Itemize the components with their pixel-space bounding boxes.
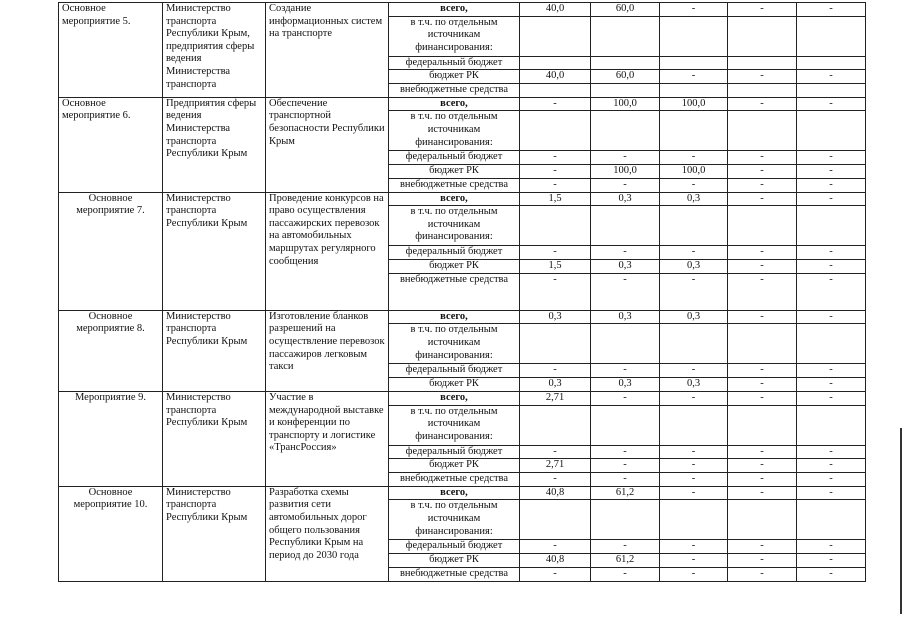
amount-cell: - <box>797 97 866 111</box>
amount-cell: - <box>797 459 866 473</box>
amount-cell: - <box>591 178 660 192</box>
funding-source-cell: федеральный бюджет <box>389 540 520 554</box>
amount-cell: - <box>728 3 797 17</box>
table-row <box>59 192 866 206</box>
amount-cell: - <box>520 364 591 378</box>
amount-cell: 40,0 <box>520 3 591 17</box>
amount-cell: - <box>660 445 728 459</box>
amount-cell: - <box>797 310 866 324</box>
funding-source-cell: в т.ч. по отдельным источникам финансирования: <box>389 206 520 246</box>
amount-cell: - <box>660 391 728 405</box>
description-cell: Участие в международной выставке и конференции по транспорту и логистике «ТрансРоссия» <box>266 391 389 486</box>
amount-cell <box>660 56 728 70</box>
amount-cell: 100,0 <box>660 164 728 178</box>
amount-cell <box>520 405 591 445</box>
amount-cell: - <box>728 273 797 310</box>
amount-cell: - <box>520 151 591 165</box>
amount-cell: 0,3 <box>591 192 660 206</box>
amount-cell: - <box>728 310 797 324</box>
amount-cell: - <box>797 273 866 310</box>
amount-cell <box>797 405 866 445</box>
amount-cell <box>797 206 866 246</box>
amount-cell <box>520 206 591 246</box>
funding-source-cell: бюджет РК <box>389 553 520 567</box>
amount-cell: - <box>520 246 591 260</box>
description-cell: Создание информационных систем на транспорте <box>266 3 389 98</box>
amount-cell <box>591 111 660 151</box>
amount-cell <box>591 324 660 364</box>
amount-cell <box>520 84 591 98</box>
amount-cell: - <box>728 259 797 273</box>
funding-source-cell: бюджет РК <box>389 459 520 473</box>
amount-cell: - <box>591 540 660 554</box>
amount-cell: - <box>728 364 797 378</box>
amount-cell: - <box>728 567 797 581</box>
amount-cell: - <box>591 273 660 310</box>
measure-name-cell: Основное мероприятие 10. <box>59 486 163 581</box>
amount-cell <box>660 16 728 56</box>
amount-cell <box>728 84 797 98</box>
amount-cell: - <box>660 486 728 500</box>
amount-cell <box>728 16 797 56</box>
amount-cell: - <box>591 445 660 459</box>
amount-cell: - <box>660 567 728 581</box>
amount-cell: - <box>520 567 591 581</box>
amount-cell: 0,3 <box>591 259 660 273</box>
amount-cell <box>728 324 797 364</box>
amount-cell: - <box>660 151 728 165</box>
amount-cell: - <box>797 178 866 192</box>
amount-cell <box>728 206 797 246</box>
margin-line <box>900 428 902 614</box>
amount-cell: 2,71 <box>520 459 591 473</box>
amount-cell <box>660 84 728 98</box>
measure-name-cell: Основное мероприятие 6. <box>59 97 163 192</box>
amount-cell: 0,3 <box>591 310 660 324</box>
amount-cell: - <box>797 391 866 405</box>
funding-source-cell: внебюджетные средства <box>389 567 520 581</box>
executor-cell: Министерство транспорта Республики Крым <box>163 192 266 310</box>
amount-cell: 0,3 <box>660 377 728 391</box>
amount-cell: 0,3 <box>591 377 660 391</box>
amount-cell: - <box>728 151 797 165</box>
funding-source-cell: в т.ч. по отдельным источникам финансирования: <box>389 405 520 445</box>
amount-cell: - <box>520 473 591 487</box>
amount-cell: - <box>728 178 797 192</box>
funding-source-cell: всего, <box>389 310 520 324</box>
amount-cell <box>591 405 660 445</box>
amount-cell <box>797 56 866 70</box>
funding-source-cell: внебюджетные средства <box>389 178 520 192</box>
amount-cell <box>520 111 591 151</box>
funding-source-cell: внебюджетные средства <box>389 84 520 98</box>
amount-cell: - <box>797 486 866 500</box>
amount-cell: - <box>728 473 797 487</box>
amount-cell: - <box>797 151 866 165</box>
amount-cell: - <box>591 151 660 165</box>
measure-name-cell: Мероприятие 9. <box>59 391 163 486</box>
amount-cell <box>797 16 866 56</box>
amount-cell: - <box>797 473 866 487</box>
funding-source-cell: в т.ч. по отдельным источникам финансирования: <box>389 111 520 151</box>
amount-cell: - <box>797 192 866 206</box>
amount-cell <box>728 56 797 70</box>
description-cell: Обеспечение транспортной безопасности Республики Крым <box>266 97 389 192</box>
funding-source-cell: всего, <box>389 3 520 17</box>
amount-cell <box>660 111 728 151</box>
funding-source-cell: внебюджетные средства <box>389 473 520 487</box>
amount-cell: - <box>520 178 591 192</box>
amount-cell: 40,8 <box>520 486 591 500</box>
description-cell: Изготовление бланков разрешений на осуществление перевозок пассажиров легковым такси <box>266 310 389 391</box>
amount-cell: - <box>660 540 728 554</box>
amount-cell: - <box>660 70 728 84</box>
table-row <box>59 3 866 17</box>
amount-cell: - <box>591 459 660 473</box>
amount-cell: - <box>591 246 660 260</box>
amount-cell: - <box>797 246 866 260</box>
amount-cell: 0,3 <box>660 310 728 324</box>
amount-cell: - <box>728 97 797 111</box>
amount-cell: - <box>797 445 866 459</box>
table-row <box>59 391 866 405</box>
amount-cell: 61,2 <box>591 553 660 567</box>
table-row <box>59 486 866 500</box>
amount-cell: - <box>520 445 591 459</box>
amount-cell: 100,0 <box>591 164 660 178</box>
budget-table <box>58 2 866 582</box>
amount-cell <box>591 206 660 246</box>
funding-source-cell: всего, <box>389 391 520 405</box>
amount-cell <box>591 84 660 98</box>
amount-cell: - <box>660 364 728 378</box>
amount-cell: 100,0 <box>591 97 660 111</box>
amount-cell: - <box>728 445 797 459</box>
amount-cell <box>728 111 797 151</box>
amount-cell <box>591 56 660 70</box>
amount-cell <box>520 500 591 540</box>
amount-cell: 40,8 <box>520 553 591 567</box>
amount-cell <box>728 405 797 445</box>
funding-source-cell: всего, <box>389 192 520 206</box>
amount-cell: - <box>660 553 728 567</box>
table-row <box>59 310 866 324</box>
amount-cell <box>797 84 866 98</box>
amount-cell: - <box>797 70 866 84</box>
amount-cell <box>660 500 728 540</box>
amount-cell <box>591 16 660 56</box>
amount-cell: - <box>660 459 728 473</box>
amount-cell: - <box>728 377 797 391</box>
funding-source-cell: бюджет РК <box>389 70 520 84</box>
funding-source-cell: всего, <box>389 97 520 111</box>
funding-source-cell: внебюджетные средства <box>389 273 520 310</box>
amount-cell: - <box>591 473 660 487</box>
executor-cell: Предприятия сферы ведения Министерства транспорта Республики Крым <box>163 97 266 192</box>
amount-cell: - <box>591 567 660 581</box>
amount-cell: - <box>591 364 660 378</box>
amount-cell: - <box>660 178 728 192</box>
amount-cell: - <box>728 70 797 84</box>
amount-cell: - <box>728 391 797 405</box>
amount-cell: - <box>660 3 728 17</box>
funding-source-cell: в т.ч. по отдельным источникам финансирования: <box>389 500 520 540</box>
amount-cell: - <box>660 473 728 487</box>
amount-cell: 61,2 <box>591 486 660 500</box>
amount-cell <box>520 16 591 56</box>
funding-source-cell: федеральный бюджет <box>389 56 520 70</box>
amount-cell: 1,5 <box>520 192 591 206</box>
executor-cell: Министерство транспорта Республики Крым <box>163 310 266 391</box>
amount-cell: - <box>660 246 728 260</box>
amount-cell: - <box>520 540 591 554</box>
amount-cell: 100,0 <box>660 97 728 111</box>
amount-cell: - <box>728 246 797 260</box>
measure-name-cell: Основное мероприятие 8. <box>59 310 163 391</box>
amount-cell: 0,3 <box>660 259 728 273</box>
amount-cell: 60,0 <box>591 70 660 84</box>
funding-source-cell: бюджет РК <box>389 259 520 273</box>
measure-name-cell: Основное мероприятие 7. <box>59 192 163 310</box>
amount-cell: 1,5 <box>520 259 591 273</box>
amount-cell: 2,71 <box>520 391 591 405</box>
executor-cell: Министерство транспорта Республики Крым <box>163 391 266 486</box>
amount-cell: - <box>728 486 797 500</box>
funding-source-cell: федеральный бюджет <box>389 445 520 459</box>
amount-cell: - <box>728 553 797 567</box>
amount-cell: - <box>797 567 866 581</box>
amount-cell: - <box>520 97 591 111</box>
amount-cell <box>591 500 660 540</box>
amount-cell <box>520 324 591 364</box>
amount-cell: - <box>728 164 797 178</box>
amount-cell: - <box>797 377 866 391</box>
amount-cell <box>520 56 591 70</box>
amount-cell <box>660 405 728 445</box>
executor-cell: Министерство транспорта Республики Крым, предприятия сферы ведения Министерства транспорта <box>163 3 266 98</box>
amount-cell: - <box>797 259 866 273</box>
funding-source-cell: федеральный бюджет <box>389 151 520 165</box>
executor-cell: Министерство транспорта Республики Крым <box>163 486 266 581</box>
amount-cell <box>797 500 866 540</box>
amount-cell <box>660 324 728 364</box>
funding-source-cell: бюджет РК <box>389 377 520 391</box>
amount-cell: 0,3 <box>520 310 591 324</box>
funding-source-cell: в т.ч. по отдельным источникам финансирования: <box>389 324 520 364</box>
amount-cell: 0,3 <box>660 192 728 206</box>
amount-cell: - <box>728 192 797 206</box>
amount-cell <box>728 500 797 540</box>
table-body <box>59 3 866 582</box>
table-row <box>59 97 866 111</box>
funding-source-cell: в т.ч. по отдельным источникам финансирования: <box>389 16 520 56</box>
amount-cell: - <box>797 364 866 378</box>
funding-source-cell: бюджет РК <box>389 164 520 178</box>
description-cell: Разработка схемы развития сети автомобильных дорог общего пользования Республики Крым на период до 2030 года <box>266 486 389 581</box>
amount-cell <box>797 111 866 151</box>
amount-cell: - <box>797 3 866 17</box>
amount-cell: - <box>728 459 797 473</box>
amount-cell: - <box>591 391 660 405</box>
amount-cell: - <box>797 540 866 554</box>
amount-cell: - <box>520 164 591 178</box>
amount-cell: - <box>728 540 797 554</box>
amount-cell: 60,0 <box>591 3 660 17</box>
amount-cell: - <box>797 553 866 567</box>
funding-source-cell: всего, <box>389 486 520 500</box>
amount-cell <box>797 324 866 364</box>
funding-source-cell: федеральный бюджет <box>389 246 520 260</box>
amount-cell: - <box>660 273 728 310</box>
amount-cell: 40,0 <box>520 70 591 84</box>
amount-cell: 0,3 <box>520 377 591 391</box>
amount-cell: - <box>520 273 591 310</box>
amount-cell <box>660 206 728 246</box>
funding-source-cell: федеральный бюджет <box>389 364 520 378</box>
amount-cell: - <box>797 164 866 178</box>
description-cell: Проведение конкурсов на право осуществления пассажирских перевозок на автомобильных маршрутах регулярного сообщения <box>266 192 389 310</box>
measure-name-cell: Основное мероприятие 5. <box>59 3 163 98</box>
